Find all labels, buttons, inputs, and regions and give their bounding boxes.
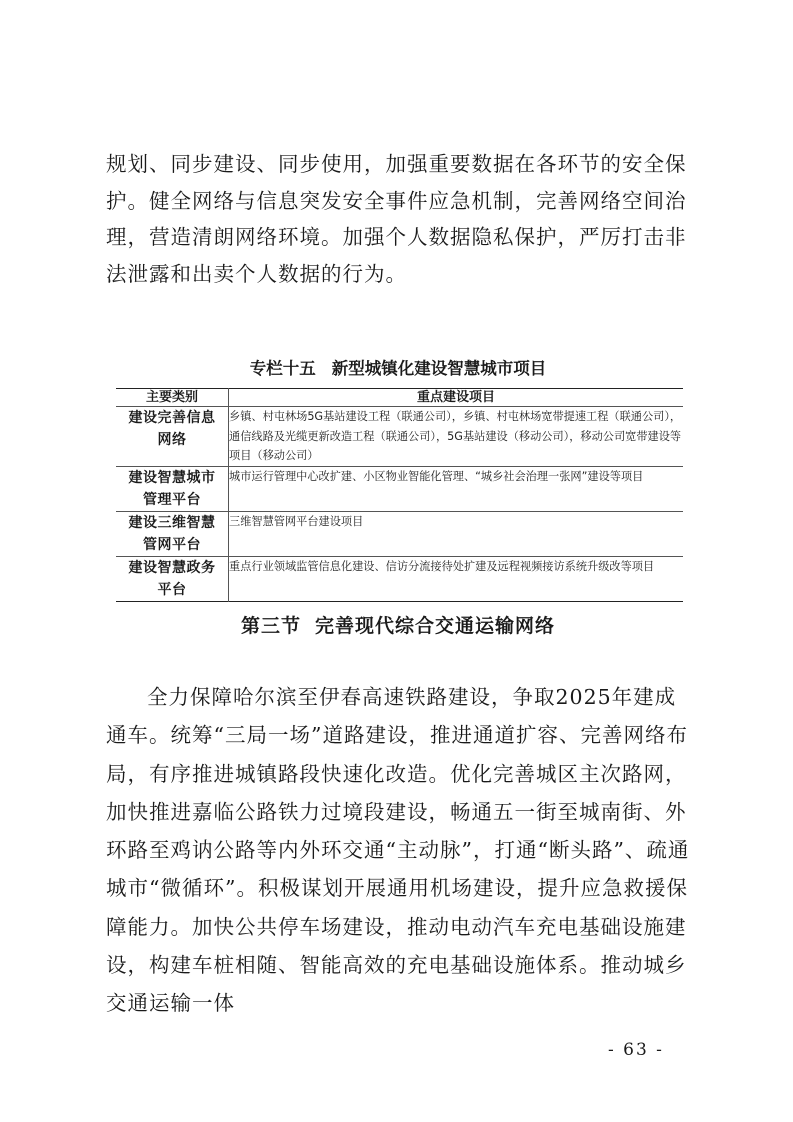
category-line: 建设完善信息 (128, 410, 216, 426)
table-row (116, 511, 683, 556)
projects-cell: 三维智慧管网平台建设项目 (229, 511, 684, 556)
projects-cell: 重点行业领域监管信息化建设、信访分流接待处扩建及远程视频接访系统升级改等项目 (229, 556, 684, 601)
category-cell (116, 466, 229, 511)
projects-cell: 城市运行管理中心改扩建、小区物业智能化管理、“城乡社会治理一张网”建设等项目 (229, 466, 684, 511)
category-line: 建设智慧城市 (128, 469, 216, 486)
category-line: 管理平台 (143, 491, 201, 508)
table-row (116, 556, 683, 601)
projects-cell: 乡镇、村屯林场5G基站建设工程（联通公司），乡镇、村屯林场宽带提速工程（联通公司），通信线路及光缆更新改造工程（联通公司），5G基站建设（移动公司），移动公司宽带建设等项目（移动公司） (229, 407, 684, 467)
category-line: 网络 (157, 432, 187, 448)
table-row (116, 466, 683, 511)
page-number: - 63 - (608, 1040, 664, 1060)
category-line: 建设智慧政务 (128, 559, 216, 576)
table-caption-title: 新型城镇化建设智慧城市项目 (331, 359, 547, 378)
table-caption (106, 355, 690, 379)
table-caption-number: 专栏十五 (249, 359, 316, 378)
category-cell (116, 407, 229, 467)
section-title: 完善现代综合交通运输网络 (315, 615, 556, 637)
section-number: 第三节 (240, 615, 301, 637)
category-cell (116, 511, 229, 556)
table-row (116, 407, 683, 467)
column-header-projects: 重点建设项目 (229, 389, 684, 407)
body-paragraph: 全力保障哈尔滨至伊春高速铁路建设，争取2025年建成通车。统筹“三局一场”道路建设，推进通道扩容、完善网络布局，有序推进城镇路段快速化改造。优化完善城区主次路网，加快推进嘉临公路铁力过境段建设，畅通五一街至城南街、外环路至鸡讷公路等内外环交通“主动脉”，打通“断头路”、疏通城市“微循环”。积极谋划开展通用机场建设，提升应急救援保障能力。加快公共停车场建设，推动电动汽车充电基础设施建设，构建车桩相随、智能高效的充电基础设施体系。推动城乡交通运输一体 (106, 685, 690, 1016)
table-header-row (116, 389, 683, 407)
category-line: 管网平台 (143, 536, 201, 553)
category-line: 建设三维智慧 (128, 514, 216, 531)
continued-paragraph: 规划、同步建设、同步使用，加强重要数据在各环节的安全保护。健全网络与信息突发安全事件应急机制，完善网络空间治理，营造清朗网络环境。加强个人数据隐私保护，严厉打击非法泄露和出卖个人数据的行为。 (106, 152, 687, 286)
category-cell (116, 556, 229, 601)
section-heading (106, 611, 690, 638)
category-line: 平台 (157, 581, 187, 598)
column-header-category: 主要类别 (116, 389, 229, 407)
project-table (116, 388, 683, 602)
